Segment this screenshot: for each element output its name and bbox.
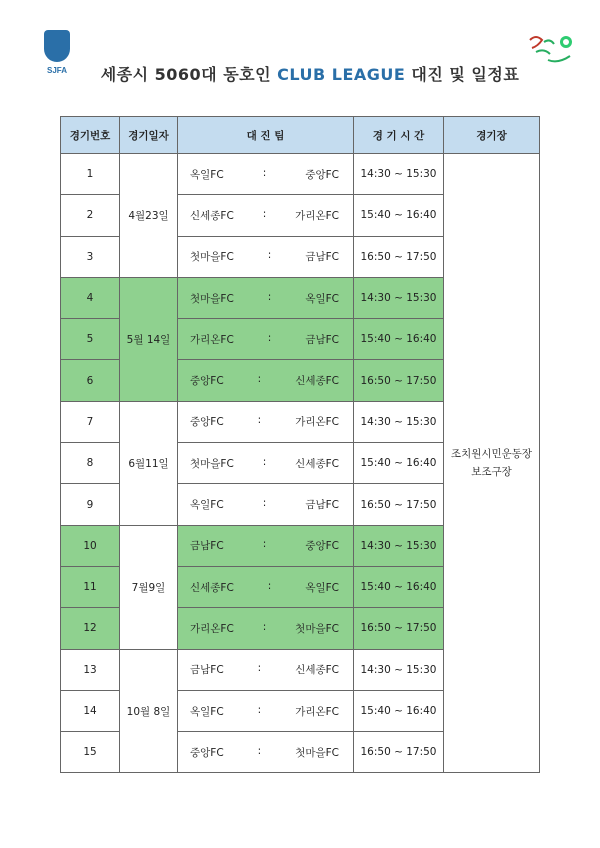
away-team: 신세종FC <box>295 457 339 470</box>
match-date: 7월9일 <box>120 525 178 649</box>
match-number: 7 <box>61 401 120 442</box>
match-time: 15:40 ~ 16:40 <box>354 195 444 236</box>
away-team: 첫마을FC <box>295 622 339 635</box>
home-team: 첫마을FC <box>190 292 234 305</box>
venue-line-2: 보조구장 <box>471 466 512 479</box>
match-date: 10월 8일 <box>120 649 178 773</box>
match-time: 16:50 ~ 17:50 <box>354 608 444 649</box>
match-time: 15:40 ~ 16:40 <box>354 690 444 731</box>
home-team: 중앙FC <box>190 375 224 388</box>
away-team: 신세종FC <box>295 664 339 677</box>
home-team: 금남FC <box>190 664 224 677</box>
match-time: 14:30 ~ 15:30 <box>354 525 444 566</box>
title-part-3: 대진 및 일정표 <box>405 65 520 84</box>
vs-separator: : <box>267 579 272 592</box>
match-number: 13 <box>61 649 120 690</box>
home-team: 첫마을FC <box>190 457 234 470</box>
header-match-no: 경기번호 <box>61 117 120 154</box>
match-teams <box>178 360 354 401</box>
match-teams <box>178 236 354 277</box>
away-team: 금남FC <box>305 499 339 512</box>
match-date: 6월11일 <box>120 401 178 525</box>
away-team: 옥일FC <box>305 581 339 594</box>
vs-separator: : <box>257 703 262 716</box>
header-row <box>61 117 540 154</box>
away-team: 금남FC <box>305 251 339 264</box>
match-time: 15:40 ~ 16:40 <box>354 566 444 607</box>
match-number: 6 <box>61 360 120 401</box>
title-part-1: 세종시 5060대 동호인 <box>100 65 278 84</box>
home-team: 중앙FC <box>190 416 224 429</box>
home-team: 가리온FC <box>190 622 234 635</box>
away-team: 금남FC <box>305 333 339 346</box>
vs-separator: : <box>262 497 267 510</box>
match-number: 12 <box>61 608 120 649</box>
match-number: 2 <box>61 195 120 236</box>
header-time: 경 기 시 간 <box>354 117 444 154</box>
vs-separator: : <box>257 662 262 675</box>
match-time: 14:30 ~ 15:30 <box>354 154 444 195</box>
slogan-mark-icon <box>526 32 578 66</box>
logo-text: SJFA <box>46 66 67 75</box>
match-teams <box>178 277 354 318</box>
home-team: 중앙FC <box>190 746 224 759</box>
match-teams <box>178 443 354 484</box>
header-venue: 경기장 <box>444 117 540 154</box>
match-teams <box>178 608 354 649</box>
match-number: 9 <box>61 484 120 525</box>
match-number: 3 <box>61 236 120 277</box>
away-team: 중앙FC <box>305 168 339 181</box>
home-team: 금남FC <box>190 540 224 553</box>
header-teams: 대 진 팀 <box>178 117 354 154</box>
sjfa-logo <box>40 30 74 82</box>
away-team: 가리온FC <box>295 705 339 718</box>
match-time: 16:50 ~ 17:50 <box>354 360 444 401</box>
header-date: 경기일자 <box>120 117 178 154</box>
title-part-2: CLUB LEAGUE <box>277 65 406 84</box>
match-teams <box>178 154 354 195</box>
schedule-table <box>60 116 540 773</box>
vs-separator: : <box>267 331 272 344</box>
match-time: 16:50 ~ 17:50 <box>354 236 444 277</box>
home-team: 신세종FC <box>190 581 234 594</box>
match-teams <box>178 525 354 566</box>
page-title <box>80 62 540 85</box>
shield-icon <box>44 30 70 62</box>
vs-separator: : <box>257 414 262 427</box>
table-row <box>61 154 540 195</box>
venue-cell <box>444 154 540 773</box>
home-team: 옥일FC <box>190 499 224 512</box>
match-teams <box>178 195 354 236</box>
venue-line-1: 조치원시민운동장 <box>450 448 533 461</box>
vs-separator: : <box>262 455 267 468</box>
match-time: 15:40 ~ 16:40 <box>354 443 444 484</box>
match-teams <box>178 319 354 360</box>
vs-separator: : <box>262 207 267 220</box>
away-team: 첫마을FC <box>295 746 339 759</box>
away-team: 가리온FC <box>295 416 339 429</box>
match-time: 14:30 ~ 15:30 <box>354 649 444 690</box>
match-number: 4 <box>61 277 120 318</box>
match-number: 15 <box>61 732 120 773</box>
match-time: 15:40 ~ 16:40 <box>354 319 444 360</box>
match-number: 11 <box>61 566 120 607</box>
match-date: 5월 14일 <box>120 277 178 401</box>
vs-separator: : <box>262 538 267 551</box>
away-team: 옥일FC <box>305 292 339 305</box>
match-number: 5 <box>61 319 120 360</box>
match-teams <box>178 566 354 607</box>
slogan-logo <box>526 32 578 66</box>
vs-separator: : <box>267 249 272 262</box>
away-team: 중앙FC <box>305 540 339 553</box>
away-team: 신세종FC <box>295 375 339 388</box>
vs-separator: : <box>257 744 262 757</box>
match-number: 10 <box>61 525 120 566</box>
home-team: 신세종FC <box>190 209 234 222</box>
match-number: 1 <box>61 154 120 195</box>
match-teams <box>178 484 354 525</box>
match-number: 14 <box>61 690 120 731</box>
home-team: 옥일FC <box>190 168 224 181</box>
home-team: 옥일FC <box>190 705 224 718</box>
match-time: 16:50 ~ 17:50 <box>354 484 444 525</box>
vs-separator: : <box>257 373 262 386</box>
vs-separator: : <box>267 290 272 303</box>
match-number: 8 <box>61 443 120 484</box>
match-time: 14:30 ~ 15:30 <box>354 277 444 318</box>
match-teams <box>178 690 354 731</box>
match-time: 14:30 ~ 15:30 <box>354 401 444 442</box>
match-date: 4월23일 <box>120 154 178 278</box>
match-teams <box>178 401 354 442</box>
away-team: 가리온FC <box>295 209 339 222</box>
vs-separator: : <box>262 620 267 633</box>
vs-separator: : <box>262 166 267 179</box>
match-teams <box>178 732 354 773</box>
match-teams <box>178 649 354 690</box>
home-team: 첫마을FC <box>190 251 234 264</box>
match-time: 16:50 ~ 17:50 <box>354 732 444 773</box>
home-team: 가리온FC <box>190 333 234 346</box>
